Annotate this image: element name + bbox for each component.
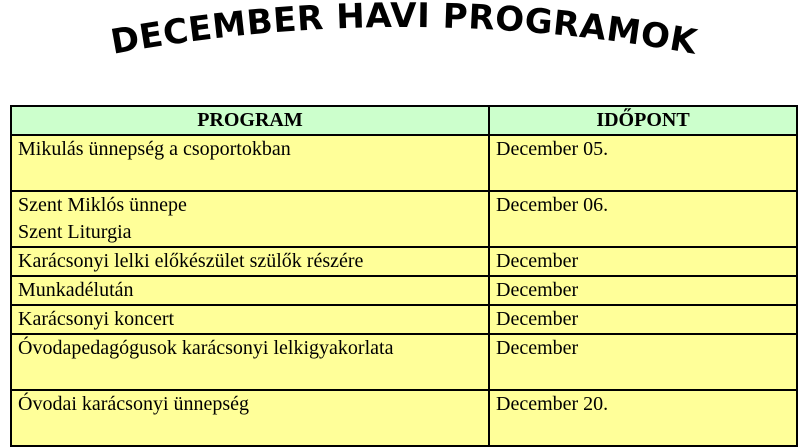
time-cell: December 05.: [489, 135, 797, 191]
program-text: Karácsonyi koncert: [18, 308, 175, 330]
program-table: [10, 105, 798, 447]
program-text: Karácsonyi lelki előkészület szülők részére: [18, 250, 364, 272]
program-text: Óvodai karácsonyi ünnepség: [18, 393, 250, 415]
program-cell: [11, 135, 489, 191]
program-cell: [11, 247, 489, 276]
program-cell: [11, 390, 489, 446]
header-time: IDŐPONT: [489, 106, 797, 135]
program-cell: [11, 276, 489, 305]
page-title-text: DECEMBER HAVI PROGRAMOK: [107, 0, 701, 63]
program-text: Munkadélután: [18, 279, 134, 301]
table-row: [11, 247, 797, 276]
program-text: Óvodapedagógusok karácsonyi lelkigyakorlata: [18, 337, 394, 359]
program-text: Mikulás ünnepség a csoportokban: [18, 138, 291, 160]
program-cell: [11, 334, 489, 390]
time-cell: December 20.: [489, 390, 797, 446]
table-row: [11, 135, 797, 191]
header-program: PROGRAM: [11, 106, 489, 135]
table-row: [11, 334, 797, 390]
table-row: [11, 191, 797, 247]
page-title: [108, 0, 702, 63]
page-title-banner: [0, 0, 803, 100]
table-header-row: [11, 106, 797, 135]
program-cell: [11, 305, 489, 334]
time-cell: December: [489, 305, 797, 334]
program-cell: [11, 191, 489, 247]
time-cell: December: [489, 276, 797, 305]
program-text: Szent Liturgia: [18, 221, 132, 243]
table-row: [11, 390, 797, 446]
table-row: [11, 305, 797, 334]
page-title-svg: [0, 0, 803, 100]
program-text: Szent Miklós ünnepe: [18, 194, 187, 216]
time-cell: December: [489, 247, 797, 276]
time-cell: December: [489, 334, 797, 390]
table-row: [11, 276, 797, 305]
time-cell: December 06.: [489, 191, 797, 247]
